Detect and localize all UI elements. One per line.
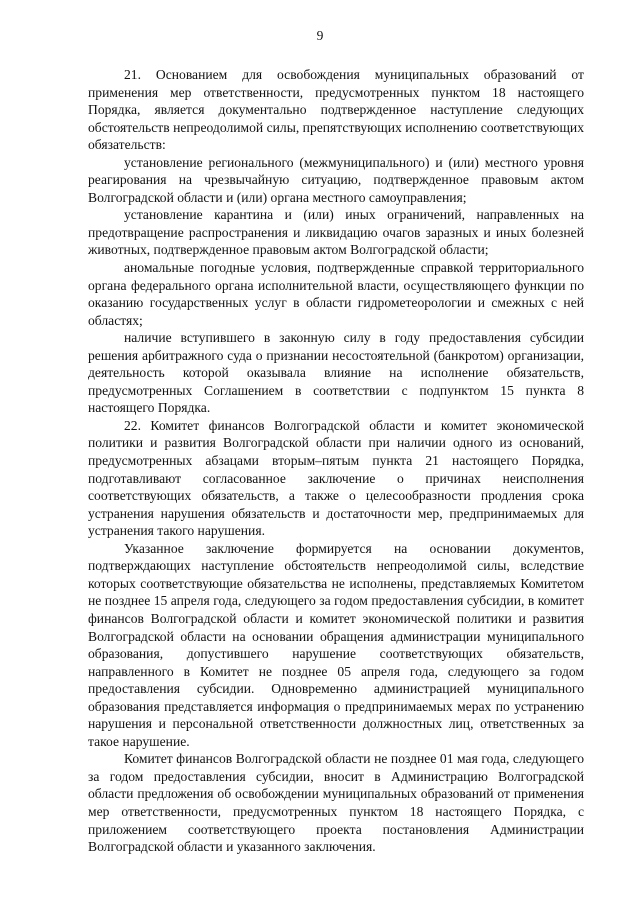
page-number: 9 [316, 28, 324, 43]
document-body [88, 66, 584, 856]
paragraph-21-item-quarantine: установление карантина и (или) иных ограничений, направленных на предотвращение распространения и ликвидацию очагов заразных и иных болезней животных, подтвержденное правовым актом Волгоградской области; [88, 207, 584, 258]
paragraph-22: 22. Комитет финансов Волгоградской области и комитет экономической политики и развития Волгоградской области при наличии одного из оснований, предусмотренных абзацами вторым–пятым пункта 21 настоящего Порядка, подготавливают согласованное заключение о причинах неисполнения соответствующих обязательств, а также о целесообразности продления срока устранения нарушения обязательств и достаточности мер, предпринимаемых для устранения такого нарушения. [88, 417, 584, 539]
paragraph-22-proposals: Комитет финансов Волгоградской области не позднее 01 мая года, следующего за годом предоставления субсидии, вносит в Администрацию Волгоградской области предложения об освобождении муниципальных образований от применения мер ответственности, предусмотренных пунктом 18 настоящего Порядка, с приложением соответствующего проекта постановления Администрации Волгоградской области и указанного заключения. [88, 751, 584, 855]
paragraph-21-item-bankruptcy: наличие вступившего в законную силу в году предоставления субсидии решения арбитражного суда о признании несостоятельной (банкротом) организации, деятельность которой оказывала влияние на исполнение обязательств, предусмотренных Соглашением в соответствии с подпунктом 15 пункта 8 настоящего Порядка. [88, 330, 584, 416]
paragraph-21: 21. Основанием для освобождения муниципальных образований от применения мер ответственности, предусмотренных пунктом 18 настоящего Порядка, является документально подтвержденное наступление следующих обстоятельств непреодолимой силы, препятствующих исполнению соответствующих обязательств: [88, 67, 584, 153]
paragraph-22-conclusion: Указанное заключение формируется на основании документов, подтверждающих наступление обстоятельств непреодолимой силы, вследствие которых соответствующие обязательства не исполнены, представляемых Комитетом не позднее 15 апреля года, следующего за годом предоставления субсидии, в комитет финансов Волгоградской области и комитет экономической политики и развития Волгоградской области на основании обращения администрации муниципального образования, допустившего нарушение соответствующих обязательств, направленного в Комитет не позднее 05 апреля года, следующего за годом предоставления субсидии. Одновременно администрацией муниципального образования представляется информация о предпринимаемых мерах по устранению нарушения и персональной ответственности должностных лиц, ответственных за такое нарушение. [88, 540, 584, 749]
paragraph-21-item-weather: аномальные погодные условия, подтвержденные справкой территориального органа федерального органа исполнительной власти, осуществляющего функции по оказанию государственных услуг в области гидрометеорологии и смежных с ней областях; [88, 260, 584, 328]
paragraph-21-item-emergency: установление регионального (межмуниципального) и (или) местного уровня реагирования на чрезвычайную ситуацию, подтвержденное правовым актом Волгоградской области и (или) органа местного самоуправления; [88, 154, 584, 205]
